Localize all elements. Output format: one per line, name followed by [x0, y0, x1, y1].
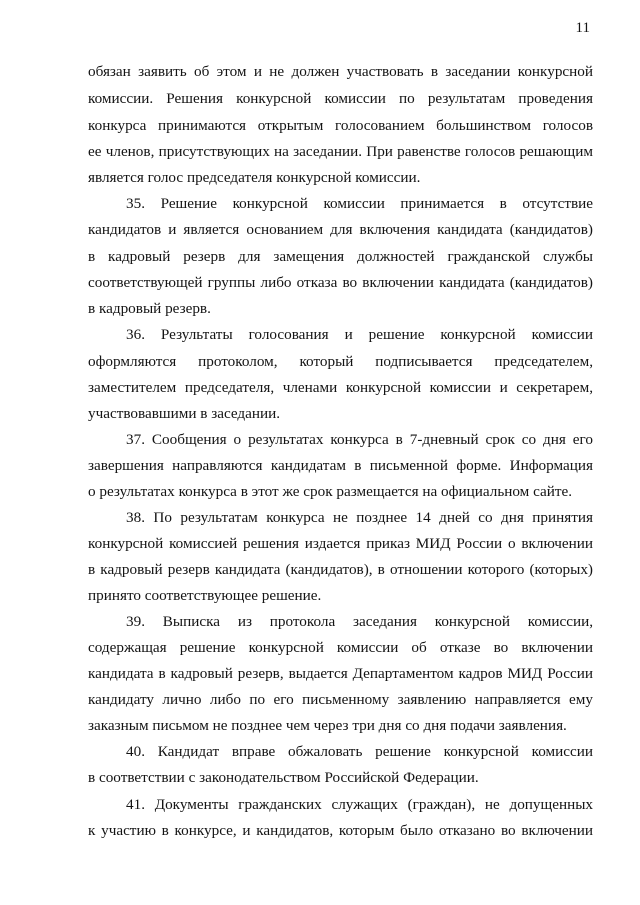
paragraph-39-start: 39. Выписка из протокола заседания конкурсной комиссии, — [126, 613, 593, 630]
text-line: оформляются протоколом, который подписывается председателем, — [88, 353, 593, 370]
text-line: содержащая решение конкурсной комиссии об отказе во включении — [88, 639, 593, 656]
paragraph-36-start: 36. Результаты голосования и решение конкурсной комиссии — [126, 326, 593, 343]
paragraph-35-start: 35. Решение конкурсной комиссии принимается в отсутствие — [126, 195, 593, 212]
text-line: заместителем председателя, членами конкурсной комиссии и секретарем, — [88, 379, 593, 396]
text-line: в кадровый резерв. — [88, 300, 211, 317]
text-line: конкурса принимаются открытым голосованием большинством голосов — [88, 117, 593, 134]
text-line: принято соответствующее решение. — [88, 587, 322, 604]
text-line: в кадровый резерв кандидата (кандидатов), в отношении которого (которых) — [88, 561, 593, 578]
text-line: кандидатов и является основанием для включения кандидата (кандидатов) — [88, 221, 593, 238]
text-line: в кадровый резерв для замещения должностей гражданской службы — [88, 248, 593, 265]
text-line: кандидату лично либо по его письменному заявлению направляется ему — [88, 691, 593, 708]
text-line: к участию в конкурсе, и кандидатов, которым было отказано во включении — [88, 822, 593, 839]
paragraph-40-start: 40. Кандидат вправе обжаловать решение конкурсной комиссии — [126, 743, 593, 760]
text-line: завершения направляются кандидатам в письменной форме. Информация — [88, 457, 593, 474]
text-line: комиссии. Решения конкурсной комиссии по результатам проведения — [88, 90, 593, 107]
text-line: обязан заявить об этом и не должен участвовать в заседании конкурсной — [88, 63, 593, 80]
text-line: в соответствии с законодательством Российской Федерации. — [88, 769, 479, 786]
text-line: заказным письмом не позднее чем через три дня со дня подачи заявления. — [88, 717, 567, 734]
text-line: конкурсной комиссией решения издается приказ МИД России о включении — [88, 535, 593, 552]
text-line: о результатах конкурса в этот же срок размещается на официальном сайте. — [88, 483, 573, 500]
text-line: кандидата в кадровый резерв, выдается Департаментом кадров МИД России — [88, 665, 593, 682]
paragraph-41-start: 41. Документы гражданских служащих (граждан), не допущенных — [126, 796, 593, 813]
text-line: является голос председателя конкурсной комиссии. — [88, 169, 421, 186]
page-number: 11 — [575, 20, 590, 36]
paragraph-37-start: 37. Сообщения о результатах конкурса в 7-дневный срок со дня его — [126, 431, 593, 448]
text-line: соответствующей группы либо отказа во включении кандидата (кандидатов) — [88, 274, 593, 291]
text-line: ее членов, присутствующих на заседании. При равенстве голосов решающим — [88, 143, 593, 160]
text-line: участвовавшими в заседании. — [88, 405, 281, 422]
paragraph-38-start: 38. По результатам конкурса не позднее 14 дней со дня принятия — [126, 509, 593, 526]
